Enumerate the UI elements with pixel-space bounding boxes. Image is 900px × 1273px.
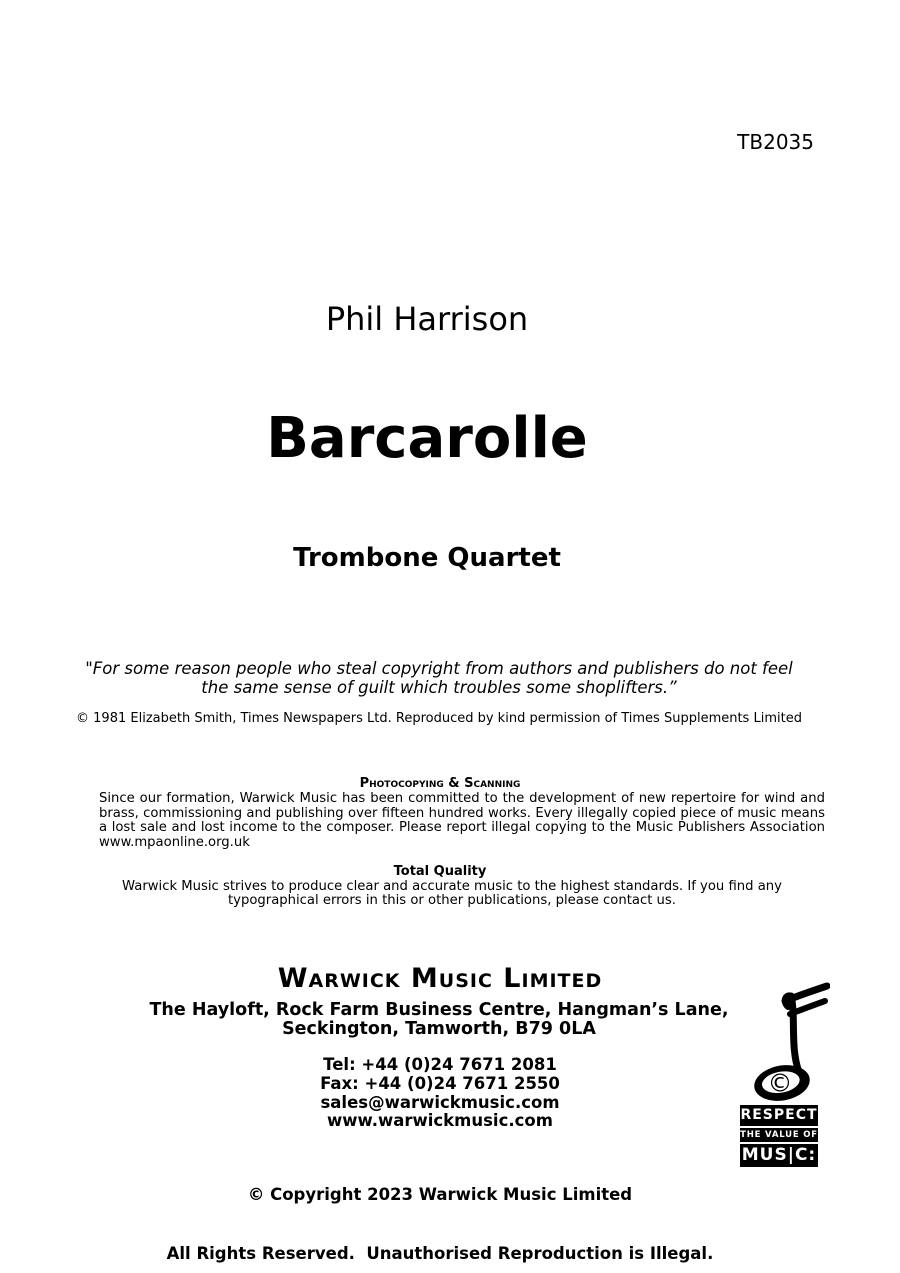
address-line-1: The Hayloft, Rock Farm Business Centre, Hangman’s Lane,: [149, 1000, 729, 1020]
total-quality-heading: Total Quality: [393, 864, 487, 879]
quote-line-1: "For some reason people who steal copyright from authors and publishers do not feel: [85, 659, 793, 678]
website-url: www.warwickmusic.com: [327, 1111, 553, 1131]
logo-respect-label: RESPECT: [740, 1105, 818, 1126]
copyright-line-1: © Copyright 2023 Warwick Music Limited: [247, 1185, 633, 1204]
respect-music-logo: [740, 978, 830, 1167]
email-address: sales@warwickmusic.com: [320, 1092, 560, 1112]
copyright-line-2: All Rights Reserved. Unauthorised Reproduction is Illegal.: [166, 1243, 714, 1263]
logo-value-of-label: THE VALUE OF: [740, 1130, 818, 1140]
logo-copyright-symbol: ©: [767, 1068, 793, 1098]
composer-name: Phil Harrison: [325, 300, 529, 338]
fax-number: Fax: +44 (0)24 7671 2550: [320, 1073, 560, 1093]
photocopying-body: Since our formation, Warwick Music has been committed to the development of new repertoire for wind and brass, commissioning and publishing over fifteen hundred works. Every illegally copied piece of music means a lost sale and lost income to the composer. Please report illegal copying to the Music Publishers Association www.mpaonline.org.uk: [99, 791, 825, 850]
quote-attribution: © 1981 Elizabeth Smith, Times Newspapers Ltd. Reproduced by kind permission of Times Supplements Limited: [76, 711, 802, 726]
telephone-number: Tel: +44 (0)24 7671 2081: [323, 1055, 557, 1074]
address-line-2: Seckington, Tamworth, B79 0LA: [282, 1019, 596, 1039]
total-quality-body: Warwick Music strives to produce clear and accurate music to the highest standards. If you find any typographical errors in this or other publications, please contact us.: [122, 879, 782, 909]
copyright-quote: [0, 660, 878, 697]
music-note-copyright-icon: [740, 978, 830, 1103]
photocopying-heading: Photocopying & Scanning: [359, 776, 521, 791]
catalog-number: TB2035: [737, 130, 814, 154]
ensemble-subtitle: Trombone Quartet: [293, 543, 561, 573]
publisher-name: Warwick Music Limited: [277, 963, 603, 994]
logo-music-label: MUS|C:: [741, 1145, 817, 1165]
piece-title: Barcarolle: [266, 406, 588, 471]
quote-line-2: the same sense of guilt which troubles some shoplifters.”: [201, 677, 677, 697]
